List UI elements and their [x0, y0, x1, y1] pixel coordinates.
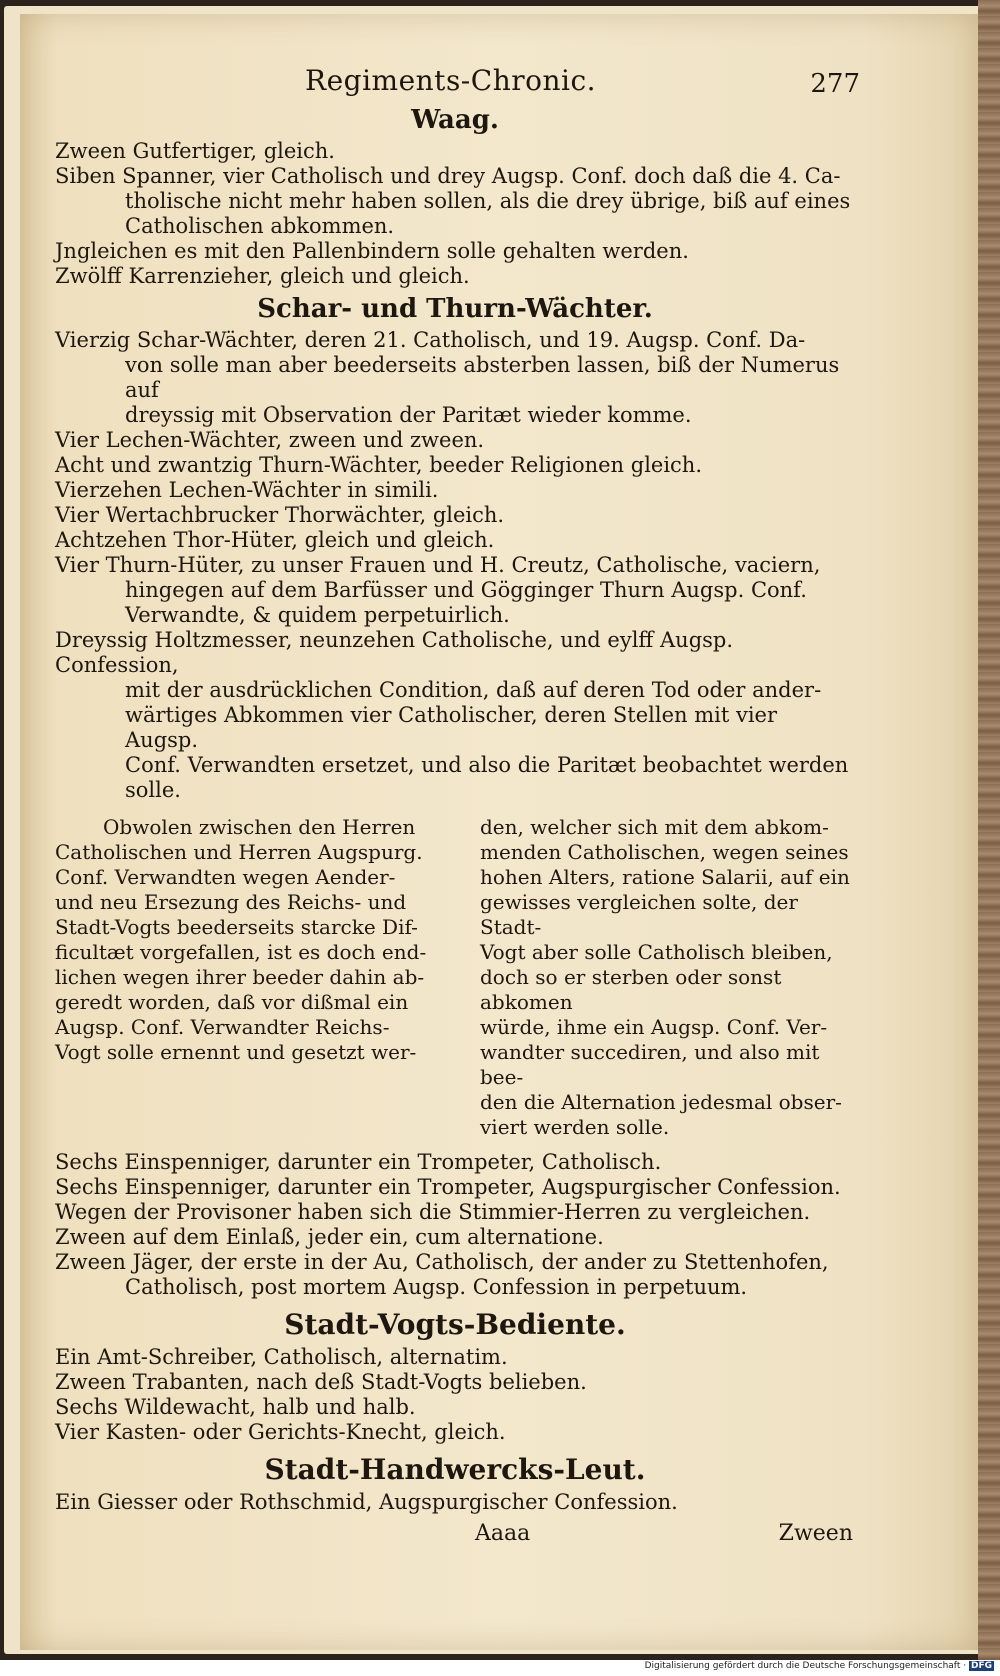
- text-line: Siben Spanner, vier Catholisch und drey Augsp. Conf. doch daß die 4. Ca-: [55, 164, 841, 188]
- text-line: Acht und zwantzig Thurn-Wächter, beeder Religionen gleich.: [55, 453, 703, 477]
- text-line: Jngleichen es mit den Pallenbindern solle gehalten werden.: [55, 239, 689, 263]
- separator: ·: [963, 1661, 967, 1671]
- text-line: Verwandte, & quidem perpetuirlich.: [125, 603, 510, 627]
- text-line: Zwölff Karrenzieher, gleich und gleich.: [55, 264, 470, 288]
- text-line: dreyssig mit Observation der Paritæt wieder komme.: [125, 403, 692, 427]
- text-line: Vier Thurn-Hüter, zu unser Frauen und H. Creutz, Catholische, vaciern,: [55, 553, 821, 577]
- running-head: Regiments-Chronic.: [305, 64, 597, 97]
- column-line: Vogt aber solle Catholisch bleiben,: [480, 940, 833, 964]
- text-line: mit der ausdrücklichen Condition, daß auf deren Tod oder ander-: [125, 678, 822, 702]
- text-line: Zween auf dem Einlaß, jeder ein, cum alternatione.: [55, 1225, 604, 1249]
- column-line: Conf. Verwandten wegen Aender-: [55, 865, 396, 889]
- text-line: Vierzehen Lechen-Wächter in simili.: [55, 478, 439, 502]
- text-line: Zween Trabanten, nach deß Stadt-Vogts belieben.: [55, 1370, 587, 1394]
- text-line: hingegen auf dem Barfüsser und Gögginger Thurn Augsp. Conf.: [125, 578, 807, 602]
- section-heading-vogt: Stadt-Vogts-Bediente.: [284, 1308, 626, 1341]
- column-line: würde, ihme ein Augsp. Conf. Ver-: [480, 1015, 828, 1039]
- text-line: Vier Kasten- oder Gerichts-Knecht, gleich.: [55, 1420, 506, 1444]
- column-line: und neu Ersezung des Reichs- und: [55, 890, 407, 914]
- page-footer: [55, 1517, 855, 1553]
- page-text: [55, 60, 860, 1553]
- dfg-logo: DFG: [970, 1661, 992, 1671]
- column-line: viert werden solle.: [480, 1115, 670, 1139]
- column-line: doch so er sterben oder sonst abkomen: [480, 965, 782, 1014]
- column-line: geredt worden, daß vor dißmal ein: [55, 990, 409, 1014]
- digitization-credit-bar: [0, 1660, 1000, 1676]
- column-line: menden Catholischen, wegen seines: [480, 840, 849, 864]
- text-line: Vier Wertachbrucker Thorwächter, gleich.: [55, 503, 505, 527]
- right-column: [480, 815, 855, 1140]
- signature-mark: Aaaa: [475, 1521, 531, 1546]
- column-line: ficultæt vorgefallen, ist es doch end-: [55, 940, 427, 964]
- page-header: [55, 60, 860, 106]
- column-line: Obwolen zwischen den Herren: [103, 815, 416, 839]
- text-line: Ein Giesser oder Rothschmid, Augspurgischer Confession.: [55, 1490, 678, 1514]
- text-line: Sechs Einspenniger, darunter ein Trompeter, Catholisch.: [55, 1150, 662, 1174]
- column-line: hohen Alters, ratione Salarii, auf ein: [480, 865, 850, 889]
- column-line: Stadt-Vogts beederseits starcke Dif-: [55, 915, 418, 939]
- text-line: Ein Amt-Schreiber, Catholisch, alternatim.: [55, 1345, 508, 1369]
- column-line: den die Alternation jedesmal obser-: [480, 1090, 842, 1114]
- text-line: Zween Gutfertiger, gleich.: [55, 139, 335, 163]
- column-line: gewisses vergleichen solte, der Stadt-: [480, 890, 798, 939]
- column-line: lichen wegen ihrer beeder dahin ab-: [55, 965, 425, 989]
- text-line: tholische nicht mehr haben sollen, als die drey übrige, biß auf eines: [125, 189, 851, 213]
- text-line: Sechs Einspenniger, darunter ein Trompeter, Augspurgischer Confession.: [55, 1175, 841, 1199]
- left-column: [55, 815, 430, 1140]
- page-number: 277: [810, 69, 860, 99]
- column-line: den, welcher sich mit dem abkom-: [480, 815, 829, 839]
- text-line: Dreyssig Holtzmesser, neunzehen Catholische, und eylff Augsp. Confession,: [55, 628, 734, 677]
- two-column-block: [55, 815, 855, 1140]
- text-line: von solle man aber beederseits absterben lassen, biß der Numerus auf: [125, 353, 840, 402]
- column-line: Augsp. Conf. Verwandter Reichs-: [55, 1015, 390, 1039]
- column-line: wandter succediren, und also mit bee-: [480, 1040, 820, 1089]
- text-line: Achtzehen Thor-Hüter, gleich und gleich.: [55, 528, 495, 552]
- text-line: Vierzig Schar-Wächter, deren 21. Catholisch, und 19. Augsp. Conf. Da-: [55, 328, 806, 352]
- text-line: Sechs Wildewacht, halb und halb.: [55, 1395, 416, 1419]
- text-line: Conf. Verwandten ersetzet, und also die Paritæt beobachtet werden: [125, 753, 849, 777]
- section-heading-schar: Schar- und Thurn-Wächter.: [257, 294, 653, 324]
- section-heading-waag: Waag.: [411, 105, 499, 135]
- column-line: Vogt solle ernennt und gesetzt wer-: [55, 1040, 417, 1064]
- text-line: Catholischen abkommen.: [125, 214, 395, 238]
- text-line: Zween Jäger, der erste in der Au, Catholisch, der ander zu Stettenhofen,: [55, 1250, 829, 1274]
- column-line: Catholischen und Herren Augspurg.: [55, 840, 423, 864]
- adjacent-page-edge: [978, 0, 1000, 1660]
- credit-label: Digitalisierung gefördert durch die Deutsche Forschungsgemeinschaft: [644, 1661, 961, 1671]
- text-line: solle.: [125, 778, 181, 802]
- text-line: wärtiges Abkommen vier Catholischer, deren Stellen mit vier Augsp.: [125, 703, 778, 752]
- text-line: Vier Lechen-Wächter, zween und zween.: [55, 428, 485, 452]
- section-heading-handwerck: Stadt-Handwercks-Leut.: [264, 1453, 646, 1486]
- credit-text: [645, 1661, 994, 1671]
- text-line: Catholisch, post mortem Augsp. Confession in perpetuum.: [125, 1275, 748, 1299]
- text-line: Wegen der Provisoner haben sich die Stimmier-Herren zu vergleichen.: [55, 1200, 811, 1224]
- catchword: Zween: [778, 1521, 853, 1546]
